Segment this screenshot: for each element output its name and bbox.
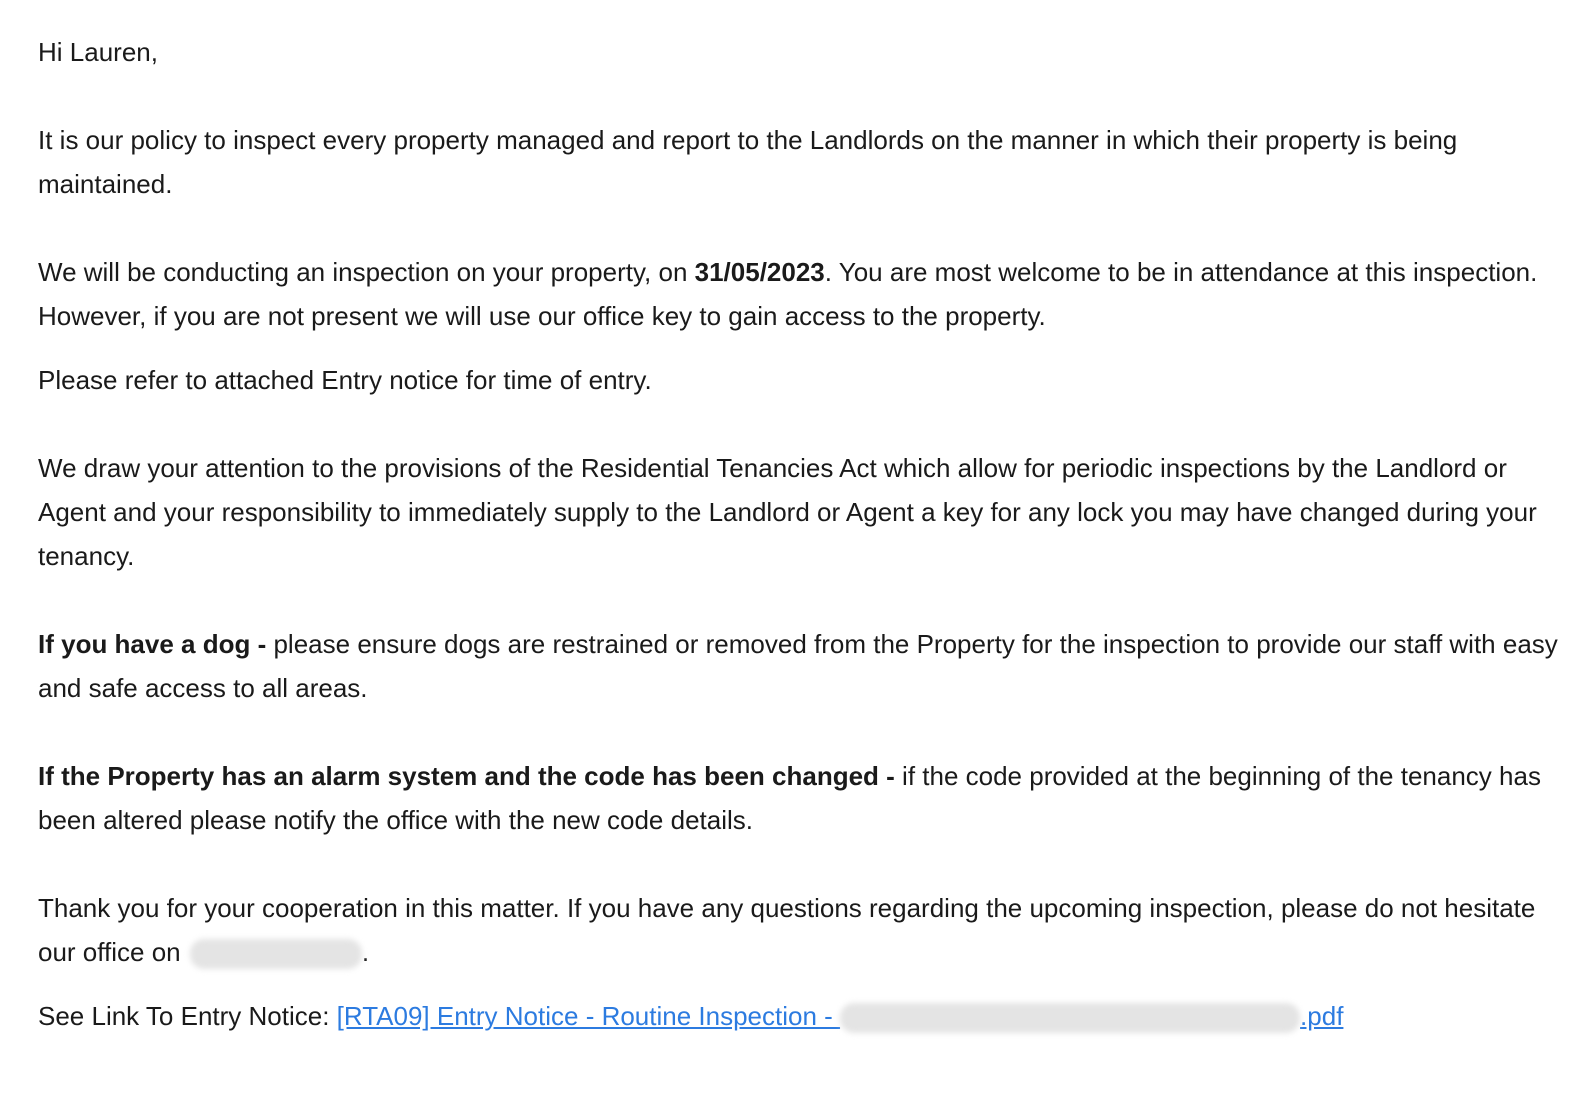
alarm-paragraph — [38, 754, 1578, 842]
policy-paragraph: It is our policy to inspect every property managed and report to the Landlords on the manner in which their property is being maintained. — [38, 125, 1458, 199]
inspection-date-paragraph — [38, 250, 1578, 338]
inspection-date-details: . You are most welcome to be in attendance at this inspection. However, if you are not present we will use our office key to gain access to the property. — [38, 257, 1538, 331]
entry-notice-link-paragraph — [38, 994, 1578, 1038]
thanks-text: Thank you for your cooperation in this matter. If you have any questions regarding the upcoming inspection, please do not hesitate our office on — [38, 893, 1536, 967]
link-text-end: .pdf — [1300, 1001, 1344, 1031]
thanks-paragraph — [38, 886, 1578, 974]
alarm-text: if the code provided at the beginning of the tenancy has been altered please notify the office with the new code details. — [38, 761, 1541, 835]
email-body — [38, 30, 1578, 1038]
dog-heading: If you have a dog - — [38, 629, 267, 659]
dog-text: please ensure dogs are restrained or removed from the Property for the inspection to provide our staff with easy and safe access to all areas. — [38, 629, 1558, 703]
greeting: Hi Lauren, — [38, 37, 158, 67]
dog-paragraph — [38, 622, 1578, 710]
thanks-end: . — [361, 937, 370, 967]
redacted-phone-number — [190, 939, 362, 969]
link-label: See Link To Entry Notice: — [38, 1001, 337, 1031]
tenancies-act-paragraph: We draw your attention to the provisions of the Residential Tenancies Act which allow for periodic inspections by the Landlord or Agent and your responsibility to immediately supply to the Landlord or Agent a key for any lock you may have changed during your tenancy. — [38, 453, 1537, 571]
inspection-date: 31/05/2023 — [694, 257, 825, 287]
entry-notice-pdf-link[interactable] — [337, 1001, 1344, 1031]
inspection-date-intro: We will be conducting an inspection on your property, on — [38, 257, 695, 287]
alarm-heading: If the Property has an alarm system and the code has been changed - — [38, 761, 895, 791]
entry-notice-paragraph: Please refer to attached Entry notice for time of entry. — [38, 365, 652, 395]
link-text-start: [RTA09] Entry Notice - Routine Inspection - — [336, 1001, 841, 1031]
redacted-property-address — [840, 1003, 1300, 1033]
